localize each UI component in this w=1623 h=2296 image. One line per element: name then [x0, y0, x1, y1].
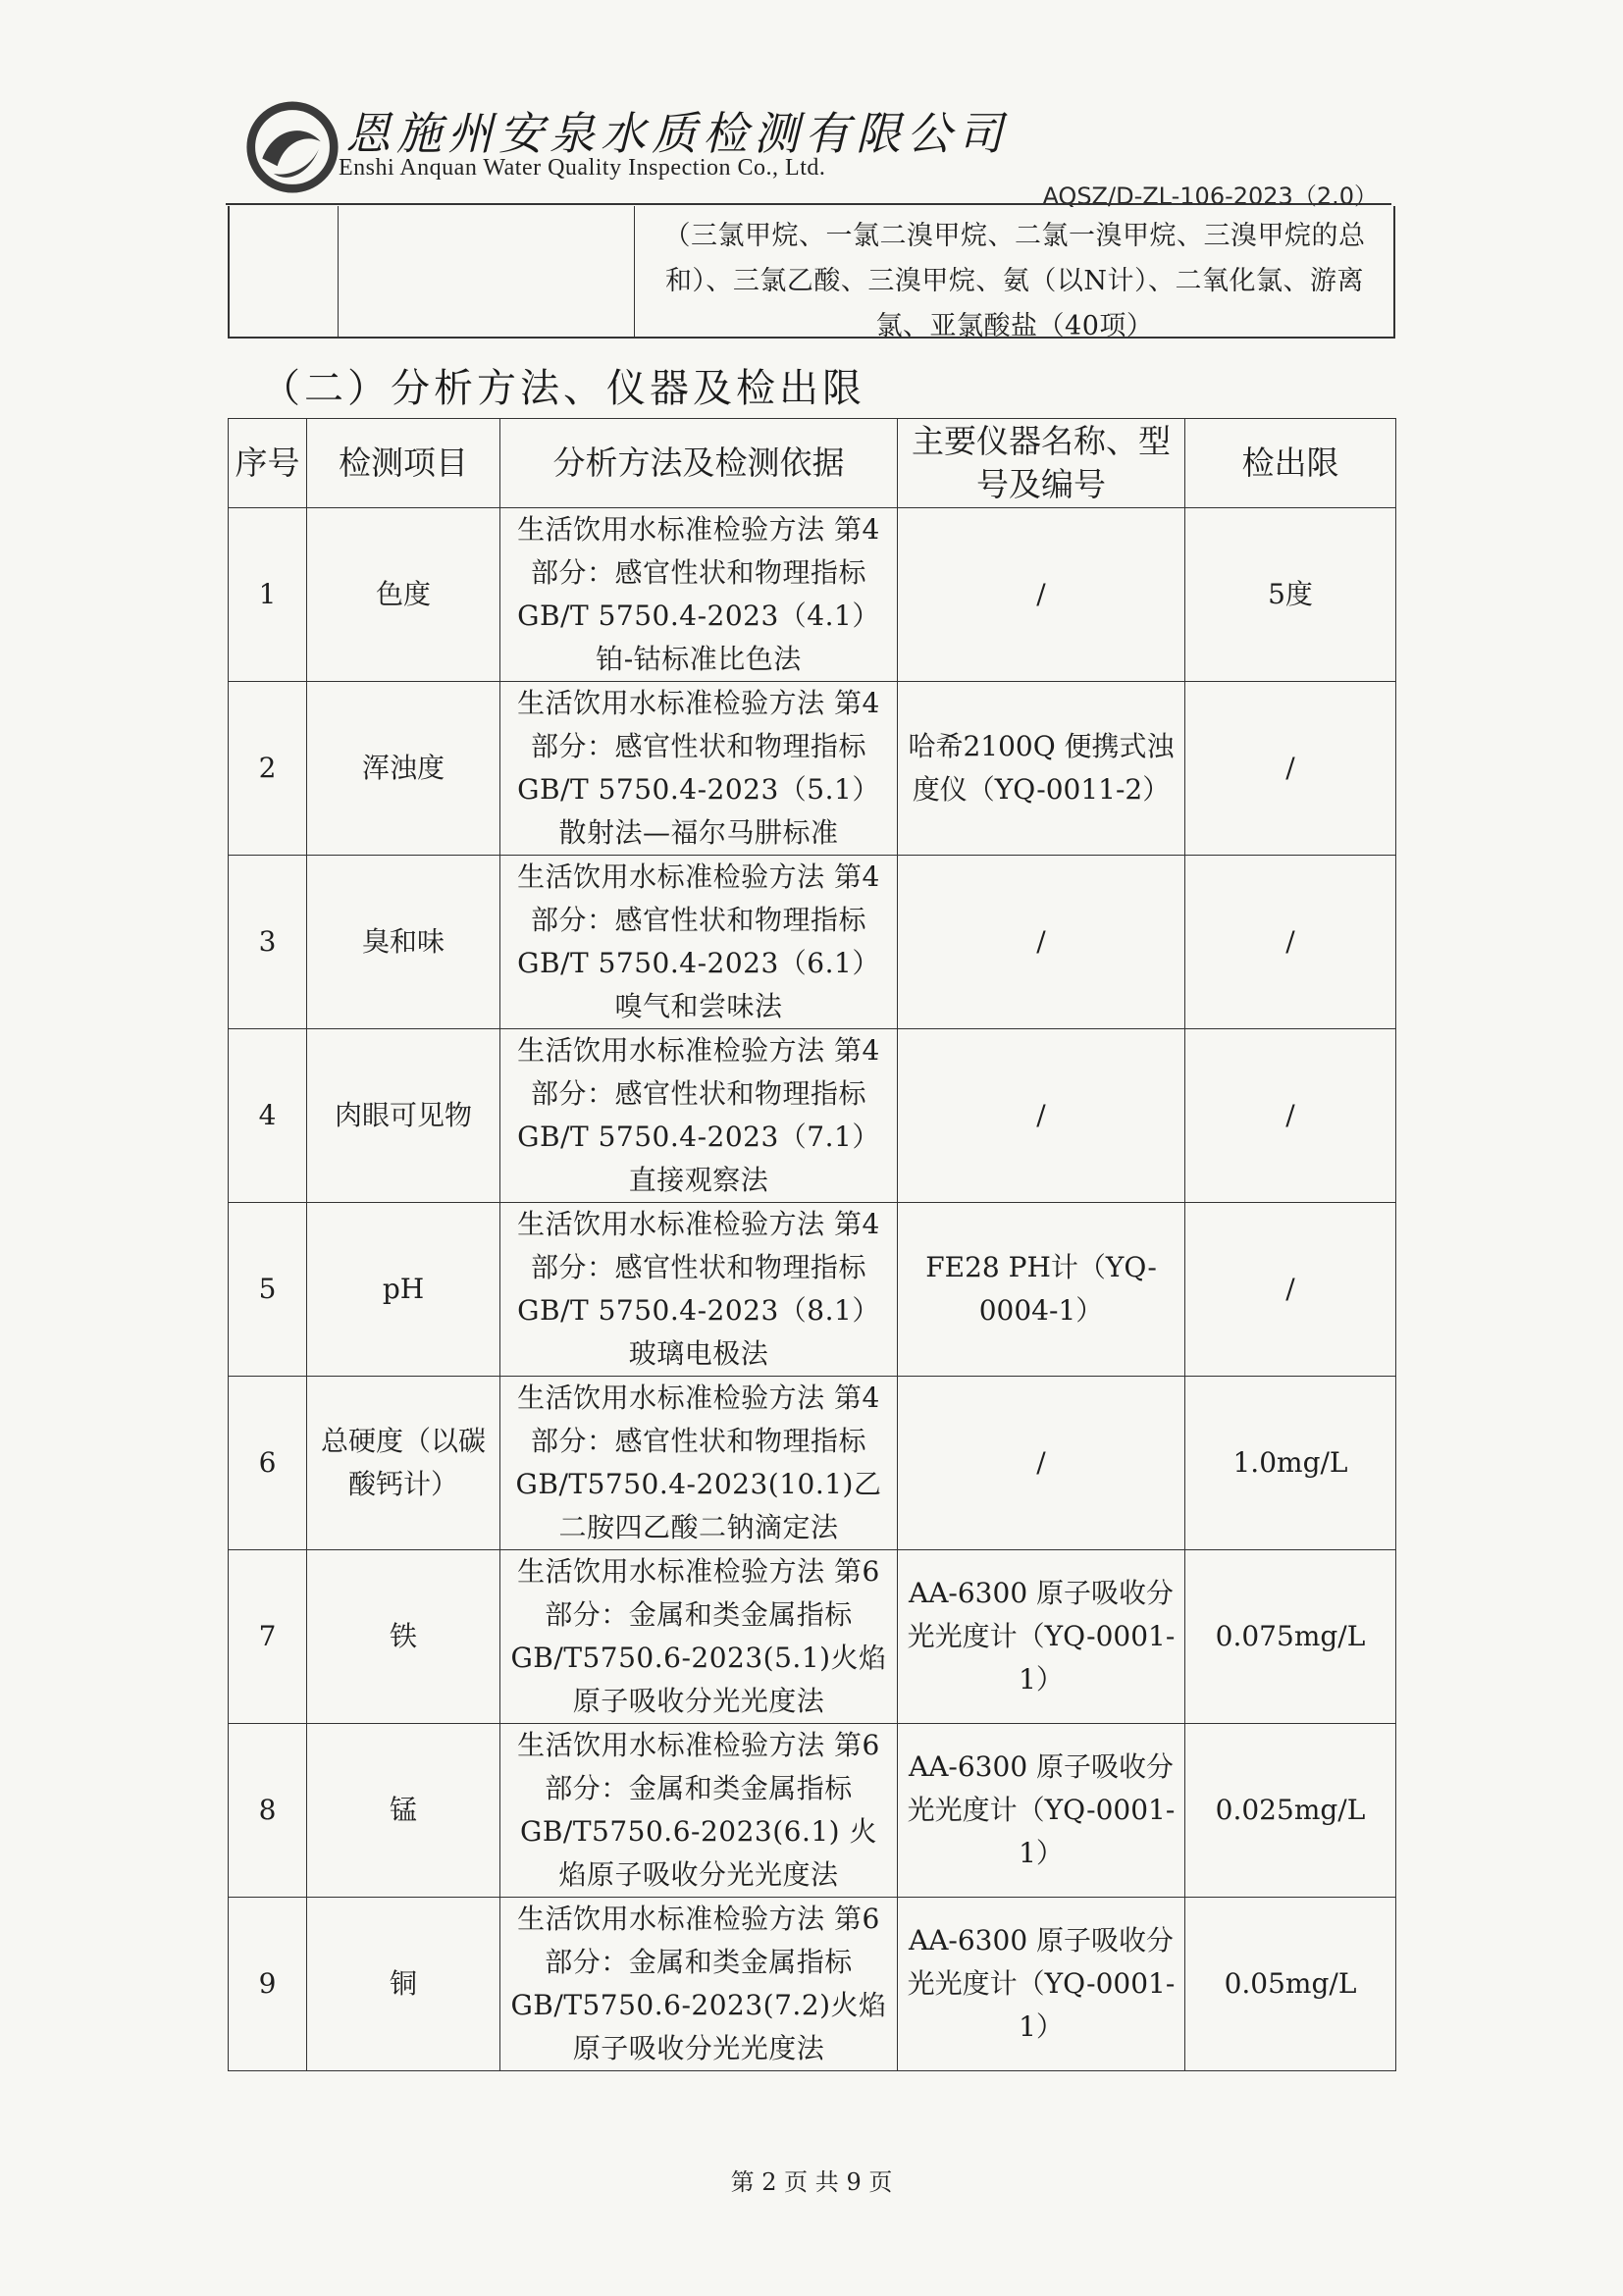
section-title: （二）分析方法、仪器及检出限 — [261, 366, 865, 411]
cell-method: 生活饮用水标准检验方法 第6部分：金属和类金属指标 GB/T5750.6-2023(6.1) 火焰原子吸收分光光度法 — [500, 1724, 898, 1898]
cell-method: 生活饮用水标准检验方法 第4部分：感官性状和物理指标 GB/T 5750.4-2023（8.1）玻璃电极法 — [500, 1203, 898, 1377]
company-logo-icon — [245, 100, 340, 194]
company-name-en: Enshi Anquan Water Quality Inspection Co., Ltd. — [339, 155, 826, 181]
cell-instrument: AA-6300 原子吸收分光光度计（YQ-0001-1） — [898, 1550, 1185, 1724]
cell-item: 色度 — [307, 508, 500, 682]
cell-item: 浑浊度 — [307, 682, 500, 856]
header-method: 分析方法及检测依据 — [500, 419, 898, 508]
cell-no: 8 — [229, 1724, 307, 1898]
cell-method: 生活饮用水标准检验方法 第4部分：感官性状和物理指标 GB/T 5750.4-2023（7.1）直接观察法 — [500, 1029, 898, 1203]
cell-method: 生活饮用水标准检验方法 第4部分：感官性状和物理指标 GB/T 5750.4-2023（6.1）嗅气和尝味法 — [500, 856, 898, 1029]
header-divider — [226, 203, 1391, 205]
cell-instrument: / — [898, 508, 1185, 682]
cell-method: 生活饮用水标准检验方法 第4部分：感官性状和物理指标 GB/T5750.4-2023(10.1)乙二胺四乙酸二钠滴定法 — [500, 1377, 898, 1550]
page-number: 第 2 页 共 9 页 — [730, 2168, 893, 2196]
cell-item: 肉眼可见物 — [307, 1029, 500, 1203]
table-row — [229, 508, 1396, 682]
cell-instrument: AA-6300 原子吸收分光光度计（YQ-0001-1） — [898, 1724, 1185, 1898]
cell-limit: / — [1185, 682, 1396, 856]
cell-instrument: / — [898, 1377, 1185, 1550]
cell-no: 3 — [229, 856, 307, 1029]
cell-no: 9 — [229, 1898, 307, 2071]
cell-item: pH — [307, 1203, 500, 1377]
cell-method: 生活饮用水标准检验方法 第6部分：金属和类金属指标 GB/T5750.6-2023(5.1)火焰原子吸收分光光度法 — [500, 1550, 898, 1724]
table-header-row — [229, 419, 1396, 508]
cell-limit: / — [1185, 1029, 1396, 1203]
cell-no: 1 — [229, 508, 307, 682]
cell-limit: 0.05mg/L — [1185, 1898, 1396, 2071]
table-row — [229, 1203, 1396, 1377]
cell-no: 4 — [229, 1029, 307, 1203]
cell-method: 生活饮用水标准检验方法 第4部分：感官性状和物理指标 GB/T 5750.4-2023（5.1）散射法—福尔马肼标准 — [500, 682, 898, 856]
cell-instrument: 哈希2100Q 便携式浊度仪（YQ-0011-2） — [898, 682, 1185, 856]
cell-item: 铁 — [307, 1550, 500, 1724]
continuation-cell-item — [338, 206, 635, 337]
company-name-cn: 恩施州安泉水质检测有限公司 — [345, 107, 1009, 160]
cell-no: 6 — [229, 1377, 307, 1550]
cell-method: 生活饮用水标准检验方法 第6部分：金属和类金属指标 GB/T5750.6-2023(7.2)火焰原子吸收分光光度法 — [500, 1898, 898, 2071]
continuation-row — [228, 206, 1395, 339]
table-row — [229, 1029, 1396, 1203]
continuation-text: （三氯甲烷、一氯二溴甲烷、二氯一溴甲烷、三溴甲烷的总和）、三氯乙酸、三溴甲烷、氨（以N计）、二氧化氯、游离氯、亚氯酸盐（40项） — [663, 221, 1366, 341]
cell-instrument: / — [898, 856, 1185, 1029]
cell-instrument: AA-6300 原子吸收分光光度计（YQ-0001-1） — [898, 1898, 1185, 2071]
table-row — [229, 1898, 1396, 2071]
header-limit: 检出限 — [1185, 419, 1396, 508]
cell-limit: / — [1185, 856, 1396, 1029]
continuation-cell-no — [230, 206, 339, 337]
cell-limit: 0.075mg/L — [1185, 1550, 1396, 1724]
cell-item: 总硬度（以碳酸钙计） — [307, 1377, 500, 1550]
cell-limit: / — [1185, 1203, 1396, 1377]
cell-method: 生活饮用水标准检验方法 第4部分：感官性状和物理指标 GB/T 5750.4-2023（4.1）铂-钴标准比色法 — [500, 508, 898, 682]
cell-no: 7 — [229, 1550, 307, 1724]
cell-instrument: FE28 PH计（YQ-0004-1） — [898, 1203, 1185, 1377]
table-row — [229, 1377, 1396, 1550]
methods-table — [228, 418, 1396, 2071]
document-code: AQSZ/D-ZL-106-2023（2.0） — [1042, 183, 1378, 210]
table-row — [229, 1724, 1396, 1898]
table-row — [229, 856, 1396, 1029]
cell-item: 臭和味 — [307, 856, 500, 1029]
cell-no: 5 — [229, 1203, 307, 1377]
cell-limit: 0.025mg/L — [1185, 1724, 1396, 1898]
table-row — [229, 682, 1396, 856]
header-no: 序号 — [229, 419, 307, 508]
header-instrument: 主要仪器名称、型号及编号 — [898, 419, 1185, 508]
cell-no: 2 — [229, 682, 307, 856]
cell-item: 铜 — [307, 1898, 500, 2071]
cell-limit: 5度 — [1185, 508, 1396, 682]
header-item: 检测项目 — [307, 419, 500, 508]
cell-limit: 1.0mg/L — [1185, 1377, 1396, 1550]
cell-item: 锰 — [307, 1724, 500, 1898]
table-row — [229, 1550, 1396, 1724]
cell-instrument: / — [898, 1029, 1185, 1203]
